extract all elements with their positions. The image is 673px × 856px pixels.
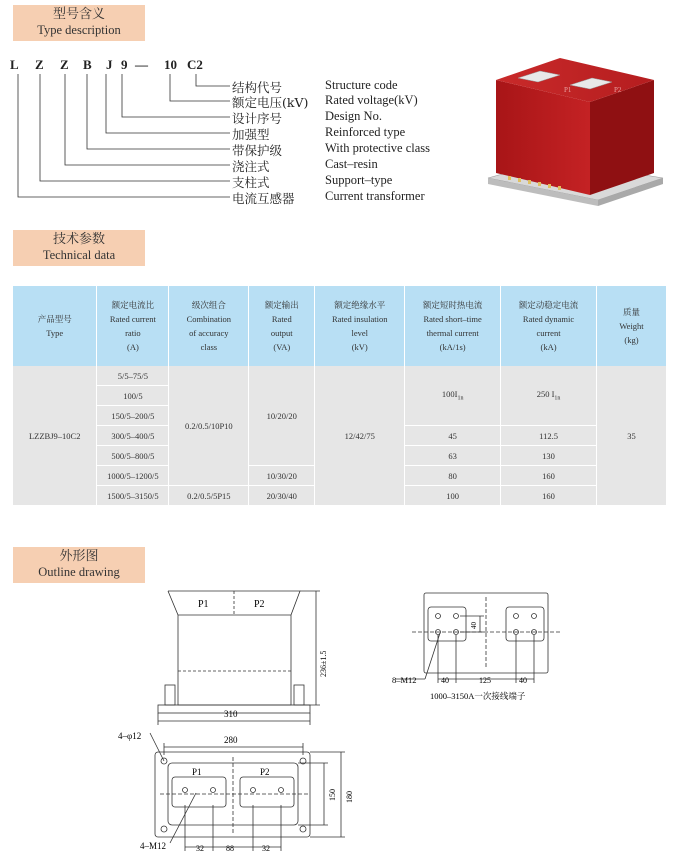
cell-thermal: 80 <box>405 466 501 486</box>
col-header-accuracy: 级次组合 Combination of accuracy class <box>169 286 249 366</box>
col-header-weight: 质量 Weight (kg) <box>597 286 667 366</box>
col-header-thermal: 额定短时热电流 Rated short–time thermal current (kA/1s) <box>405 286 501 366</box>
section-title-en: Outline drawing <box>38 565 120 579</box>
legend-en: Design No. <box>325 109 382 123</box>
code-char: 9 <box>121 57 128 72</box>
section-title-zh: 外形图 <box>59 549 99 564</box>
terminal-vertical-dim: 40 <box>470 622 478 629</box>
cell-output: 10/30/20 <box>249 466 315 486</box>
dim-bottom: 32 <box>196 844 204 853</box>
cell-ratio: 5/5–75/5 <box>97 366 169 386</box>
cell-accuracy: 0.2/0.5/10P10 <box>169 366 249 486</box>
legend-en: Cast–resin <box>325 157 378 171</box>
legend-zh: 浇注式 <box>232 159 270 174</box>
dim-bottom: 88 <box>226 844 234 853</box>
code-char: J <box>106 57 113 72</box>
technical-data-table <box>13 286 667 506</box>
top-label-p1: P1 <box>192 767 202 777</box>
legend-en: Current transformer <box>325 189 425 203</box>
legend-zh: 设计序号 <box>232 111 283 126</box>
height-dimension: 236±1.5 <box>319 650 328 677</box>
legend-en: Reinforced type <box>325 125 406 139</box>
terminal-dim: 125 <box>479 676 491 685</box>
cell-thermal: 45 <box>405 426 501 446</box>
terminal-dim: 40 <box>519 676 527 685</box>
drawing-label-p2: P2 <box>254 599 265 610</box>
cell-thermal: 100 <box>405 486 501 506</box>
legend-zh: 带保护级 <box>232 143 283 158</box>
cell-accuracy: 0.2/0.5/5P15 <box>169 486 249 506</box>
cell-dynamic: 160 <box>501 486 597 506</box>
base-width-dimension: 310 <box>224 709 238 719</box>
legend-en: With protective class <box>325 141 431 155</box>
product-photo <box>478 40 668 225</box>
legend-zh: 加强型 <box>232 127 270 142</box>
code-char: L <box>10 57 19 72</box>
cell-insulation: 12/42/75 <box>315 366 405 506</box>
cell-thermal: $100I_{1n}$ <box>405 366 501 426</box>
legend-zh: 电流互感器 <box>232 191 295 206</box>
section-title-zh: 型号含义 <box>52 7 105 22</box>
terminal-dim: 40 <box>441 676 449 685</box>
col-header-type: 产品型号 Type <box>13 286 97 366</box>
col-header-insulation: 额定绝缘水平 Rated insulation level (kV) <box>315 286 405 366</box>
m12-label: 4–M12 <box>140 841 167 851</box>
drawing-label-p1: P1 <box>198 599 209 610</box>
code-char: 10 <box>164 57 177 72</box>
legend-zh: 支柱式 <box>232 175 270 190</box>
cell-dynamic: 112.5 <box>501 426 597 446</box>
cell-dynamic: 250 $I_{1n}$ <box>501 366 597 426</box>
cell-ratio: 100/5 <box>97 386 169 406</box>
col-header-dynamic: 额定动稳定电流 Rated dynamic current (kA) <box>501 286 597 366</box>
cell-thermal: 63 <box>405 446 501 466</box>
col-header-output: 额定输出 Rated output (VA) <box>249 286 315 366</box>
photo-label-p1: P1 <box>564 86 572 94</box>
outline-drawing <box>0 585 673 856</box>
col-header-ratio: 额定电流比 Rated current ratio (A) <box>97 286 169 366</box>
photo-label-p2: P2 <box>614 86 622 94</box>
legend-en: Rated voltage(kV) <box>325 93 418 107</box>
section-title-zh: 技术参数 <box>52 232 105 247</box>
cell-ratio: 300/5–400/5 <box>97 426 169 446</box>
cell-ratio: 1500/5–3150/5 <box>97 486 169 506</box>
table-row <box>13 366 667 386</box>
technical-data-label <box>13 230 145 266</box>
cell-output: 20/30/40 <box>249 486 315 506</box>
top-width-dimension: 280 <box>224 735 238 745</box>
section-title-en: Technical data <box>42 248 116 262</box>
depth-outer-dimension: 180 <box>345 791 354 803</box>
code-char: — <box>135 57 148 72</box>
terminal-m12-label: 8–M12 <box>392 675 417 685</box>
legend-en: Structure code <box>325 78 398 92</box>
depth-inner-dimension: 150 <box>328 789 337 801</box>
code-char: C2 <box>187 57 203 72</box>
outline-drawing-label <box>13 547 145 583</box>
cell-output: 10/20/20 <box>249 366 315 466</box>
hole-label: 4–φ12 <box>118 731 142 741</box>
legend-zh: 额定电压(kV) <box>232 95 309 110</box>
table-header-row <box>13 286 667 366</box>
terminal-caption: 1000–3150A一次接线端子 <box>430 691 526 701</box>
legend-en: Support–type <box>325 173 393 187</box>
cell-model: LZZBJ9–10C2 <box>13 366 97 506</box>
code-char: Z <box>60 57 69 72</box>
cell-weight: 35 <box>597 366 667 506</box>
top-label-p2: P2 <box>260 767 270 777</box>
cell-dynamic: 160 <box>501 466 597 486</box>
section-title-en: Type description <box>37 23 121 37</box>
cell-dynamic: 130 <box>501 446 597 466</box>
cell-ratio: 500/5–800/5 <box>97 446 169 466</box>
legend-zh: 结构代号 <box>232 80 283 95</box>
cell-ratio: 1000/5–1200/5 <box>97 466 169 486</box>
code-char: B <box>83 57 92 72</box>
cell-ratio: 150/5–200/5 <box>97 406 169 426</box>
code-char: Z <box>35 57 44 72</box>
dim-bottom: 32 <box>262 844 270 853</box>
